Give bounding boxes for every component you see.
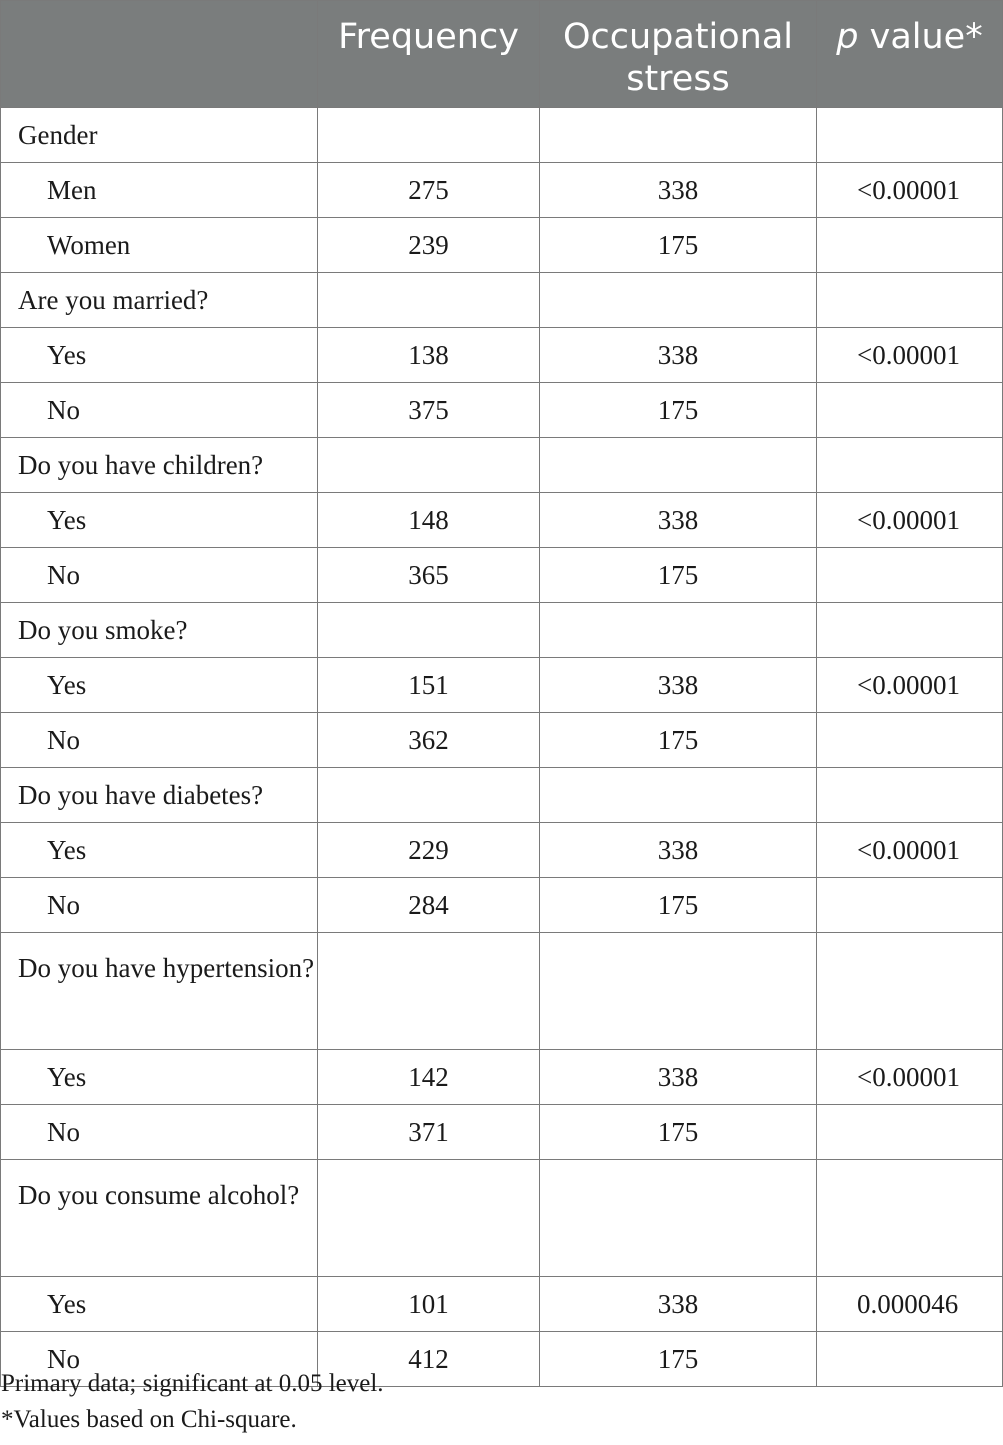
frequency-cell: 138 bbox=[318, 328, 540, 383]
stress-cell: 175 bbox=[540, 548, 817, 603]
row-label: No bbox=[1, 383, 318, 438]
row-label: Yes bbox=[1, 658, 318, 713]
p-value-cell bbox=[817, 1105, 1003, 1160]
stress-cell: 338 bbox=[540, 493, 817, 548]
p-value-cell bbox=[817, 878, 1003, 933]
stress-cell: 338 bbox=[540, 1277, 817, 1332]
frequency-cell: 284 bbox=[318, 878, 540, 933]
p-value-cell: 0.000046 bbox=[817, 1277, 1003, 1332]
stress-cell: 338 bbox=[540, 1050, 817, 1105]
row-label: Do you smoke? bbox=[1, 603, 318, 658]
table-row bbox=[1, 493, 1003, 548]
row-label: Do you have hypertension? bbox=[1, 933, 318, 1050]
frequency-cell: 101 bbox=[318, 1277, 540, 1332]
row-label: Do you consume alcohol? bbox=[1, 1160, 318, 1277]
stress-cell: 175 bbox=[540, 713, 817, 768]
header-frequency: Frequency bbox=[318, 1, 540, 108]
frequency-cell: 275 bbox=[318, 163, 540, 218]
p-value-cell bbox=[817, 933, 1003, 1050]
p-value-cell bbox=[817, 713, 1003, 768]
stress-cell: 175 bbox=[540, 383, 817, 438]
table-row bbox=[1, 1277, 1003, 1332]
row-label: Gender bbox=[1, 108, 318, 163]
header-p-value bbox=[817, 1, 1003, 108]
frequency-cell: 362 bbox=[318, 713, 540, 768]
p-value-cell bbox=[817, 603, 1003, 658]
footnote-chi-square: *Values based on Chi-square. bbox=[1, 1406, 297, 1433]
stress-cell: 175 bbox=[540, 878, 817, 933]
frequency-cell: 371 bbox=[318, 1105, 540, 1160]
header-p-rest: value* bbox=[858, 17, 983, 57]
table-row bbox=[1, 108, 1003, 163]
frequency-cell: 229 bbox=[318, 823, 540, 878]
stress-cell bbox=[540, 273, 817, 328]
row-label: Do you have diabetes? bbox=[1, 768, 318, 823]
footnote-primary-data: Primary data; significant at 0.05 level. bbox=[1, 1370, 384, 1397]
frequency-cell bbox=[318, 108, 540, 163]
row-label: No bbox=[1, 713, 318, 768]
frequency-cell: 151 bbox=[318, 658, 540, 713]
table-row bbox=[1, 383, 1003, 438]
p-value-cell: <0.00001 bbox=[817, 1050, 1003, 1105]
header-p-italic: p bbox=[836, 17, 859, 57]
p-value-cell bbox=[817, 548, 1003, 603]
row-label: Yes bbox=[1, 1277, 318, 1332]
stress-cell: 175 bbox=[540, 1105, 817, 1160]
table-row bbox=[1, 1050, 1003, 1105]
table-row bbox=[1, 878, 1003, 933]
row-label: Do you have children? bbox=[1, 438, 318, 493]
stress-cell: 338 bbox=[540, 658, 817, 713]
frequency-cell bbox=[318, 438, 540, 493]
frequency-cell: 365 bbox=[318, 548, 540, 603]
stress-cell: 175 bbox=[540, 1332, 817, 1387]
table-row bbox=[1, 658, 1003, 713]
p-value-cell bbox=[817, 273, 1003, 328]
header-occupational-stress: Occupational stress bbox=[540, 1, 817, 108]
row-label: Are you married? bbox=[1, 273, 318, 328]
table-row bbox=[1, 933, 1003, 1050]
p-value-cell: <0.00001 bbox=[817, 823, 1003, 878]
p-value-cell: <0.00001 bbox=[817, 658, 1003, 713]
table-row bbox=[1, 713, 1003, 768]
p-value-cell bbox=[817, 438, 1003, 493]
stress-cell bbox=[540, 438, 817, 493]
frequency-cell: 239 bbox=[318, 218, 540, 273]
p-value-cell bbox=[817, 1332, 1003, 1387]
row-label: No bbox=[1, 548, 318, 603]
frequency-cell bbox=[318, 768, 540, 823]
frequency-cell bbox=[318, 273, 540, 328]
p-value-cell: <0.00001 bbox=[817, 493, 1003, 548]
stress-cell bbox=[540, 933, 817, 1050]
row-label: No bbox=[1, 1332, 318, 1387]
table-row bbox=[1, 1105, 1003, 1160]
frequency-cell bbox=[318, 603, 540, 658]
p-value-cell: <0.00001 bbox=[817, 163, 1003, 218]
stress-cell: 338 bbox=[540, 823, 817, 878]
row-label: Yes bbox=[1, 1050, 318, 1105]
frequency-cell bbox=[318, 1160, 540, 1277]
stress-cell bbox=[540, 603, 817, 658]
table-row bbox=[1, 768, 1003, 823]
p-value-cell bbox=[817, 218, 1003, 273]
frequency-cell: 375 bbox=[318, 383, 540, 438]
stress-cell: 338 bbox=[540, 328, 817, 383]
header-blank-cell bbox=[1, 1, 318, 108]
table-row bbox=[1, 603, 1003, 658]
p-value-cell bbox=[817, 1160, 1003, 1277]
stress-cell bbox=[540, 108, 817, 163]
row-label: Women bbox=[1, 218, 318, 273]
row-label: No bbox=[1, 878, 318, 933]
frequency-cell bbox=[318, 933, 540, 1050]
stress-cell bbox=[540, 1160, 817, 1277]
header-row bbox=[1, 1, 1003, 108]
table-row bbox=[1, 328, 1003, 383]
table-row bbox=[1, 163, 1003, 218]
frequency-cell: 148 bbox=[318, 493, 540, 548]
frequency-cell: 142 bbox=[318, 1050, 540, 1105]
stress-cell: 338 bbox=[540, 163, 817, 218]
table-row bbox=[1, 548, 1003, 603]
row-label: Yes bbox=[1, 493, 318, 548]
row-label: Yes bbox=[1, 823, 318, 878]
p-value-cell bbox=[817, 768, 1003, 823]
table-row bbox=[1, 218, 1003, 273]
table-row bbox=[1, 438, 1003, 493]
p-value-cell bbox=[817, 383, 1003, 438]
p-value-cell bbox=[817, 108, 1003, 163]
row-label: Yes bbox=[1, 328, 318, 383]
row-label: Men bbox=[1, 163, 318, 218]
table-row bbox=[1, 1160, 1003, 1277]
table-row bbox=[1, 273, 1003, 328]
stress-cell bbox=[540, 768, 817, 823]
table-row bbox=[1, 823, 1003, 878]
p-value-cell: <0.00001 bbox=[817, 328, 1003, 383]
frequency-cell: 412 bbox=[318, 1332, 540, 1387]
stress-cell: 175 bbox=[540, 218, 817, 273]
row-label: No bbox=[1, 1105, 318, 1160]
